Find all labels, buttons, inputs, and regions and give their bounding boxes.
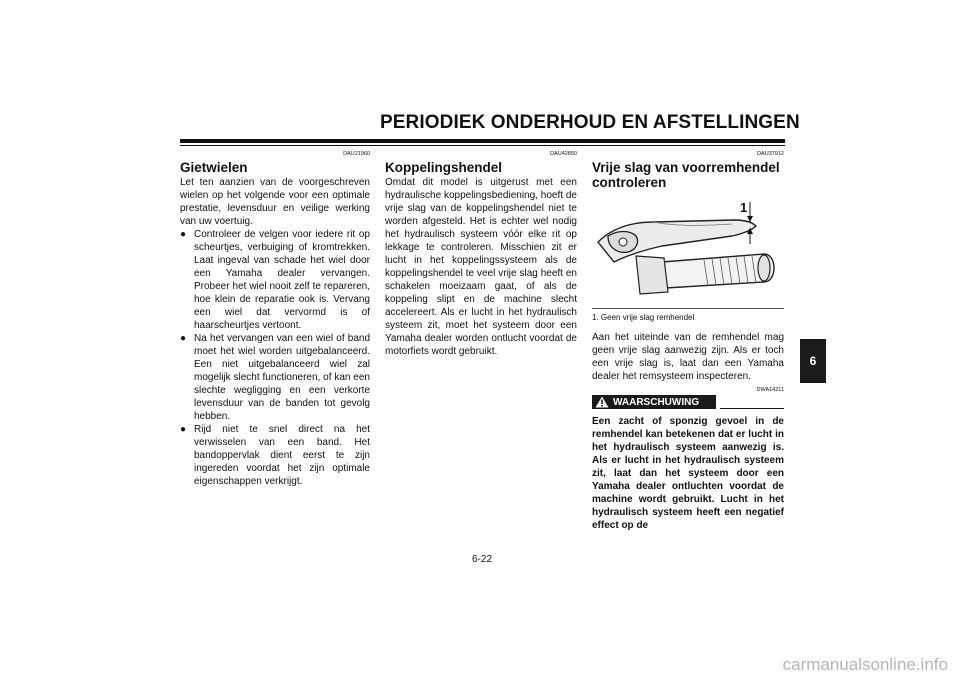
section-body: Omdat dit model is uitgerust met een hydraulische koppelingsbediening, hoeft de vrije slag van de koppelingshendel niet te worden afgesteld. Het is echter wel nodig het hydraulisch systeem vóór elke rit op lekkage te controleren. Misschien zit er lucht in het koppelingssysteem als de koppelingshendel te veel vrije slag heeft en schakelen moeizaam gaat, of als de koppeling slipt en de machine slecht accelereert. Als er lucht in het hydraulisch systeem zit, moet het systeem door een Yamaha dealer worden ontlucht voordat de motorfiets wordt gebruikt.	[385, 177, 577, 357]
section-body: Aan het uiteinde van de remhendel mag geen vrije slag aanwezig zijn. Als er toch een vrije slag is, laat dan een Yamaha dealer het remsysteem inspecteren.	[592, 332, 784, 382]
header-rule-thin	[180, 145, 785, 146]
section-code: DAU42850	[550, 151, 577, 157]
figure-callout-number: 1	[740, 200, 748, 215]
warning-header	[592, 395, 784, 411]
watermark: carmanualsonline.info	[782, 655, 948, 674]
section-heading: Vrije slag van voorremhendel controleren	[592, 160, 780, 190]
section-code: DAU37912	[757, 151, 784, 157]
section-heading: Gietwielen	[180, 160, 248, 175]
list-item	[180, 332, 370, 423]
list-item-text: Na het vervangen van een wiel of band moet het wiel worden uitgebalanceerd. Een niet uitgebalanceerd wiel zal mogelijk slecht functioneren, of kan een slechte wegligging en een verkorte levensduur van de banden tot gevolg hebben.	[194, 333, 370, 422]
page-number: 6-22	[471, 554, 492, 565]
warning-label: WAARSCHUWING	[613, 396, 700, 408]
list-item-text: Rijd niet te snel direct na het verwisselen van een band. Het bandoppervlak dient eerst te zijn ingereden voordat het zijn optimale eigenschappen verkrijgt.	[194, 424, 370, 487]
warning-text: Een zacht of sponzig gevoel in de remhendel kan betekenen dat er lucht in het hydraulisch systeem aanwezig is. Als er lucht in het hydraulisch systeem zit, laat dan het systeem door een Yamaha dealer ontluchten voordat de machine wordt gebruikt. Lucht in het hydraulisch systeem heeft een negatief effect op de	[592, 416, 784, 531]
section-heading: Koppelingshendel	[385, 160, 503, 175]
chapter-tab: 6	[800, 339, 826, 383]
bullet-icon: ●	[180, 333, 187, 344]
figure-caption: 1. Geen vrije slag remhendel	[592, 313, 695, 322]
section-gietwielen	[180, 150, 370, 488]
bullet-icon: ●	[180, 424, 187, 435]
bullet-icon: ●	[180, 229, 187, 240]
list-item-text: Controleer de velgen voor iedere rit op scheurtjes, verbuiging of kromtrekken. Laat ingeval van schade het wiel door een Yamaha dealer vervangen. Probeer het wiel nooit zelf te repareren, hoe klein de reparatie ook is. Vervang een wiel dat vervormd is of haarscheurtjes vertoont.	[194, 229, 370, 331]
warning-badge	[592, 395, 716, 409]
section-intro: Let ten aanzien van de voorgeschreven wielen op het volgende voor een optimale prestatie, levensduur en veilige werking van uw voertuig.	[180, 177, 370, 227]
brake-lever-illustration	[592, 200, 784, 308]
header-rule	[180, 139, 785, 143]
section-koppelingshendel	[385, 150, 577, 358]
warning-triangle-icon	[595, 396, 609, 408]
bullet-list	[180, 228, 370, 488]
page-title: PERIODIEK ONDERHOUD EN AFSTELLINGEN	[380, 112, 800, 133]
warning-code: DWA14211	[756, 387, 784, 393]
brake-lever-figure	[592, 200, 784, 309]
warning-rule	[720, 408, 784, 409]
list-item	[180, 423, 370, 488]
list-item	[180, 228, 370, 332]
section-voorremhendel	[592, 150, 784, 542]
section-code: DAU21960	[343, 151, 370, 157]
